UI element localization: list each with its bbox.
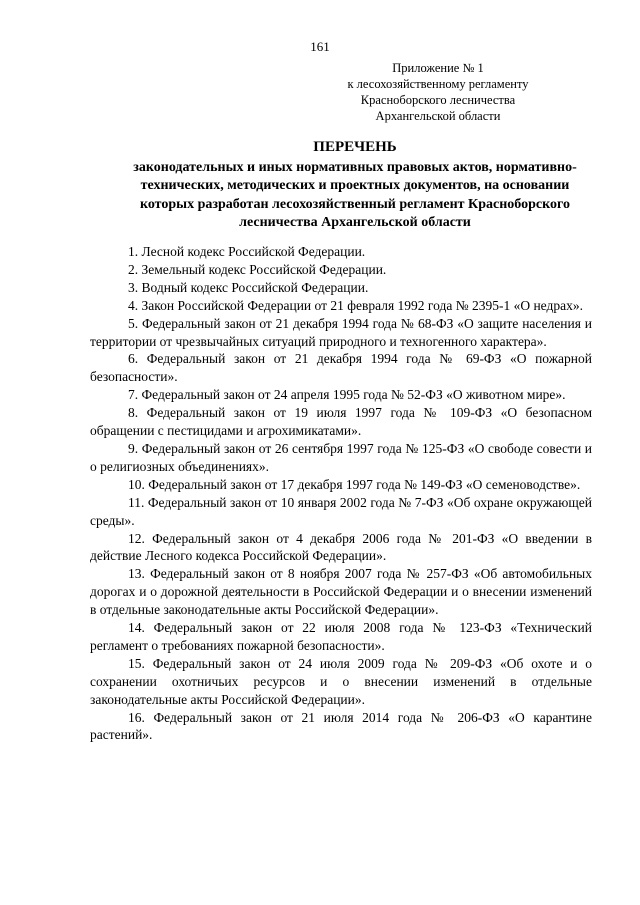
list-item: 9. Федеральный закон от 26 сентября 1997 года № 125-ФЗ «О свободе совести и о религиозных объединениях». [90, 440, 592, 474]
page-number: 161 [310, 39, 330, 54]
list-item: 7. Федеральный закон от 24 апреля 1995 года № 52-ФЗ «О животном мире». [128, 387, 566, 403]
list-item: 10. Федеральный закон от 17 декабря 1997 года № 149-ФЗ «О семеноводстве». [128, 476, 581, 492]
appendix-line: Архангельской области [375, 109, 501, 123]
appendix-line: Красноборского лесничества [360, 93, 516, 107]
list-item: 15. Федеральный закон от 24 июля 2009 года № 209-ФЗ «Об охоте и о сохранении охотничьих ресурсов и о внесении изменений в отдельные законодательные акты Российской Федерации». [90, 655, 592, 707]
list-item: 16. Федеральный закон от 21 июля 2014 года № 206-ФЗ «О карантине растений». [90, 709, 592, 743]
document-subtitle: законодательных и иных нормативных правовых актов, нормативно-технических, методических и проектных документов, на основании которых разработан лесохозяйственный регламент Красноборского лесничества Архангельской области [133, 159, 577, 230]
list-item: 8. Федеральный закон от 19 июля 1997 года № 109-ФЗ «О безопасном обращении с пестицидами и агрохимикатами». [90, 405, 592, 439]
list-item: 12. Федеральный закон от 4 декабря 2006 года № 201-ФЗ «О введении в действие Лесного кодекса Российской Федерации». [90, 530, 592, 564]
list-item: 5. Федеральный закон от 21 декабря 1994 года № 68-ФЗ «О защите населения и территории от чрезвычайных ситуаций природного и техногенного характера». [90, 315, 592, 349]
list-item: 14. Федеральный закон от 22 июля 2008 года № 123-ФЗ «Технический регламент о требованиях пожарной безопасности». [90, 620, 592, 653]
appendix-note [308, 60, 568, 124]
appendix-line: Приложение № 1 [392, 61, 484, 75]
list-item: 1. Лесной кодекс Российской Федерации. [128, 244, 366, 259]
list-item: 13. Федеральный закон от 8 ноября 2007 года № 257-ФЗ «Об автомобильных дорогах и о дорожной деятельности в Российской Федерации и о внесении изменений в отдельные законодательные акты Российской Федерации». [90, 566, 592, 618]
legal-acts-list [90, 243, 592, 744]
appendix-line: к лесохозяйственному регламенту [347, 77, 529, 91]
list-item: 11. Федеральный закон от 10 января 2002 года № 7-ФЗ «Об охране окружающей среды». [90, 494, 592, 528]
list-item: 2. Земельный кодекс Российской Федерации. [128, 261, 387, 277]
list-item: 6. Федеральный закон от 21 декабря 1994 года № 69-ФЗ «О пожарной безопасности». [90, 351, 592, 385]
list-item: 4. Закон Российской Федерации от 21 февраля 1992 года № 2395-1 «О недрах». [128, 297, 583, 313]
document-heading [120, 138, 590, 233]
list-item: 3. Водный кодекс Российской Федерации. [128, 279, 369, 295]
document-title: ПЕРЕЧЕНЬ [313, 139, 397, 155]
